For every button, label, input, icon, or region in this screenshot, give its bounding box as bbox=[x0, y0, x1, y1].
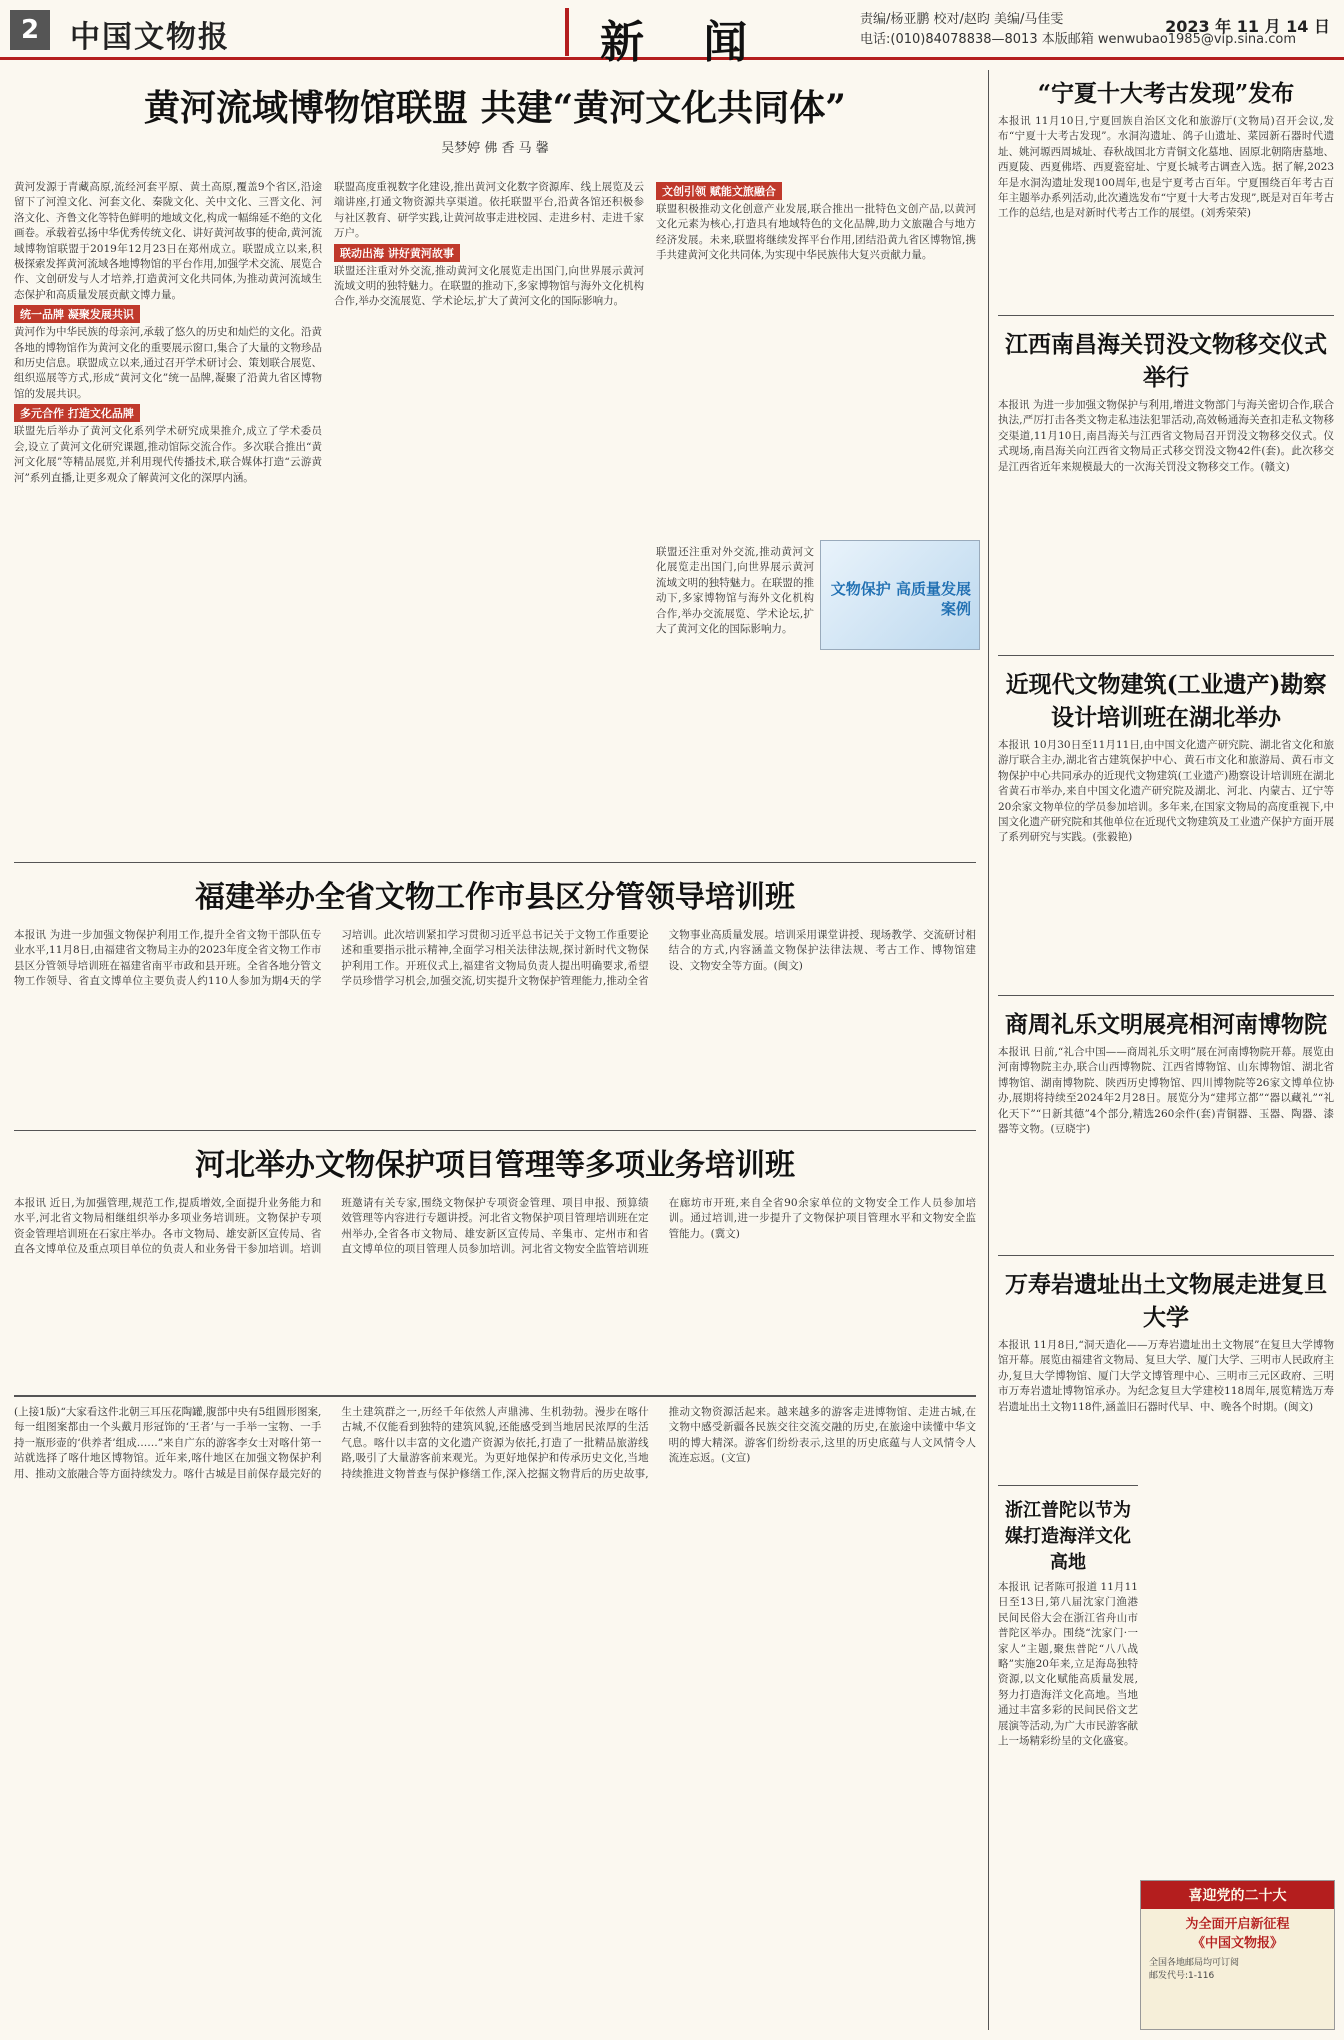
editors-line: 责编/杨亚鹏 校对/赵昀 美编/马佳雯 bbox=[860, 12, 1064, 27]
brief-text: 本报讯 10月30日至11月11日,由中国文化遗产研究院、湖北省文化和旅游厅联合主办,湖北省古建筑保护中心、黄石市文化和旅游局、黄石市文物保护中心共同承办的近现代文物建筑(工业遗产)勘察设计培训班在湖北省黄石市举办,来自中国文化遗产研究院及湖北、河北、内蒙古、辽宁等20余家文物单位的学员参加培训。多年来,在国家文物局的高度重视下,中国文化遗产研究院和其他单位在近现代文物建筑及工业遗产保护方面开展了系列研究与实践。(张毅艳) bbox=[998, 739, 1334, 844]
brief-title: “宁夏十大考古发现”发布 bbox=[1037, 80, 1295, 107]
subhead: 联动出海 讲好黄河故事 bbox=[334, 244, 460, 262]
lead-col-3 bbox=[656, 180, 976, 540]
brief-title: 江西南昌海关罚没文物移交仪式举行 bbox=[1005, 331, 1327, 391]
news-brief bbox=[998, 655, 1334, 985]
page-number: 2 bbox=[10, 10, 50, 50]
brief-title: 商周礼乐文明展亮相河南博物院 bbox=[1005, 1011, 1327, 1038]
brief-title: 浙江普陀以节为媒打造海洋文化高地 bbox=[1005, 1500, 1131, 1573]
brief-text: 本报讯 11月8日,“洞天造化——万寿岩遗址出土文物展”在复旦大学博物馆开幕。展览由福建省文物局、复旦大学、厦门大学、三明市人民政府主办,复旦大学博物馆、厦门大学文博管理中心、三明市三元区政府、三明市万寿岩遗址博物馆承办。为纪念复旦大学建校118周年,展览精选万寿岩遗址出土文物118件,涵盖旧石器时代早、中、晚各个时期。(闽文) bbox=[998, 1339, 1334, 1413]
news-brief bbox=[998, 1255, 1334, 1475]
news-brief bbox=[998, 995, 1334, 1245]
paragraph: 联盟还注重对外交流,推动黄河文化展览走出国门,向世界展示黄河流域文明的独特魅力。在联盟的推动下,多家博物馆与海外文化机构合作,举办交流展览、学术论坛,扩大了黄河文化的国际影响力。 bbox=[334, 264, 644, 308]
issue-date: 2023 年 11 月 14 日 bbox=[1165, 17, 1330, 36]
continued-article: (上接1版)“大家看这件北朝三耳压花陶罐,腹部中央有5组圆形图案,每一组图案都由一个头戴月形冠饰的‘王者’与一手举一宝物、一手持一瓶形壶的‘供养者’组成……”来自广东的游客李女士对喀什第一站就选择了喀什地区博物馆。近年来,喀什地区在加强文物保护利用、推动文旅融合等方面持续发力。喀什古城是目前保存最完好的生土建筑群之一,历经千年依然人声鼎沸、生机勃勃。漫步在喀什古城,不仅能看到独特的建筑风貌,还能感受到当地居民浓厚的生活气息。喀什以丰富的文化遗产资源为依托,打造了一批精品旅游线路,吸引了大量游客前来观光。为更好地保护和传承历史文化,当地持续推进文物普查与保护修缮工作,深入挖掘文物背后的历史故事,推动文物资源活起来。越来越多的游客走进博物馆、走进古城,在文物中感受新疆各民族交往交流交融的历史,在旅途中读懂中华文明的博大精深。游客们纷纷表示,这里的历史底蕴与人文风情令人流连忘返。(文宣) bbox=[14, 1406, 976, 1480]
brief-title: 万寿岩遗址出土文物展走进复旦大学 bbox=[1005, 1271, 1327, 1331]
divider bbox=[565, 8, 569, 56]
news-brief bbox=[998, 315, 1334, 645]
article-title: 福建举办全省文物工作市县区分管领导培训班 bbox=[195, 880, 795, 915]
article-text: 本报讯 为进一步加强文物保护利用工作,提升全省文物干部队伍专业水平,11月8日,由福建省文物局主办的2023年度全省文物工作市县区分管领导培训班在福建省南平市政和县开班。全省各地分管文物工作领导、省直文博单位主要负责人约110人参加为期4天的学习培训。此次培训紧扣学习贯彻习近平总书记关于文物工作重要论述和重要指示批示精神,全面学习相关法律法规,探讨新时代文物保护利用工作。开班仪式上,福建省文物局负责人提出明确要求,希望学员珍惜学习机会,加强交流,切实提升文物保护管理能力,推动全省文物事业高质量发展。培训采用课堂讲授、现场教学、交流研讨相结合的方式,内容涵盖文物保护法律法规、考古工作、博物馆建设、文物安全等方面。(闽文) bbox=[14, 929, 976, 988]
ad-body: 为全面开启新征程 《中国文物报》 bbox=[1185, 1917, 1290, 1951]
brief-text: 本报讯 11月10日,宁夏回族自治区文化和旅游厅(文物局)召开会议,发布“宁夏十大考古发现”。水洞沟遗址、鸽子山遗址、菜园新石器时代遗址、姚河塬西周城址、春秋战国北方青铜文化墓地、固原北朝隋唐墓地、西夏陵、西夏佛塔、西夏瓷窑址、宁夏长城考古调查入选。据了解,2023年是水洞沟遗址发现100周年,也是宁夏考古百年。宁夏围绕百年考古百年主题举办系列活动,此次遴选发布“宁夏十大考古发现”,既是对百年考古工作的总结,也是对新时代考古工作的展望。(刘秀荣荣) bbox=[998, 115, 1334, 220]
article-title: 河北举办文物保护项目管理等多项业务培训班 bbox=[195, 1148, 795, 1183]
lead-title: 黄河流域博物馆联盟 共建“黄河文化共同体” bbox=[144, 87, 846, 129]
lead-col-1 bbox=[14, 180, 322, 750]
fujian-article bbox=[14, 872, 976, 1158]
divider bbox=[14, 1130, 976, 1131]
subhead: 多元合作 打造文化品牌 bbox=[14, 404, 140, 422]
right-column bbox=[998, 75, 1334, 1765]
ad-footer: 全国各地邮局均可订阅 邮发代号:1-116 bbox=[1149, 1958, 1240, 1981]
lead-col-2 bbox=[334, 180, 644, 750]
subhead: 统一品牌 凝聚发展共识 bbox=[14, 305, 140, 323]
paragraph: 联盟还注重对外交流,推动黄河文化展览走出国门,向世界展示黄河流域文明的独特魅力。在联盟的推动下,多家博物馆与海外文化机构合作,举办交流展览、学术论坛,扩大了黄河文化的国际影响力。 bbox=[656, 546, 814, 636]
newspaper-logo: 中国文物报 bbox=[70, 20, 230, 55]
column-rule bbox=[988, 70, 989, 2030]
paragraph: 黄河作为中华民族的母亲河,承载了悠久的历史和灿烂的文化。沿黄各地的博物馆作为黄河文化的重要展示窗口,集合了大量的文物珍品和历史信息。联盟成立以来,通过召开学术研讨会、策划联合展览、组织巡展等方式,形成“黄河文化”统一品牌,凝聚了沿黄九省区博物馆的发展共识。 bbox=[14, 326, 322, 400]
section-title: 新 闻 bbox=[600, 17, 770, 68]
brief-title: 近现代文物建筑(工业遗产)勘察设计培训班在湖北举办 bbox=[1005, 671, 1327, 731]
lead-byline: 吴梦婷 佛 香 马 馨 bbox=[441, 141, 549, 156]
article-text: 本报讯 近日,为加强管理,规范工作,提质增效,全面提升业务能力和水平,河北省文物局相继组织举办多项业务培训班。文物保护专项资金管理培训班在石家庄举办。各市文物局、雄安新区宣传局、省直各文博单位及重点项目单位的负责人和业务骨干参加培训。培训班邀请有关专家,围绕文物保护专项资金管理、项目申报、预算绩效管理等内容进行专题讲授。河北省文物保护项目管理培训班在定州举办,全省各市文物局、雄安新区宣传局、辛集市、定州市和省直文博单位的项目管理人员参加培训。河北省文物安全监管培训班在廊坊市开班,来自全省90余家单位的文物安全工作人员参加培训。通过培训,进一步提升了文物保护项目管理水平和文物安全监管能力。(冀文) bbox=[14, 1197, 976, 1256]
image-caption: 文物保护 高质量发展案例 bbox=[830, 580, 971, 618]
divider bbox=[14, 1395, 976, 1397]
phone-line: 电话:(010)84078838—8013 本版邮箱 wenwubao1985@vip.sina.com bbox=[860, 32, 1297, 47]
lead-article bbox=[14, 70, 976, 156]
paragraph: 黄河发源于青藏高原,流经河套平原、黄土高原,覆盖9个省区,沿途留下了河湟文化、河套文化、秦陇文化、关中文化、三晋文化、河洛文化、齐鲁文化等特色鲜明的地域文化,构成一幅绵延不绝的文化画卷。承载着弘扬中华优秀传统文化、讲好黄河故事的使命,黄河流域博物馆联盟于2019年12月23日在郑州成立。联盟成立以来,积极探索发挥黄河流域各地博物馆的平台作用,加强学术交流、展览合作、文创研发与人才培养,打造黄河文化共同体,为推动黄河流域生态保护和高质量发展贡献文博力量。 bbox=[14, 181, 322, 301]
advertisement bbox=[1140, 1880, 1335, 2030]
brief-text: 本报讯 日前,“礼合中国——商周礼乐文明”展在河南博物院开幕。展览由河南博物院主办,联合山西博物院、江西省博物馆、山东博物馆、湖北省博物馆、湖南博物院、陕西历史博物馆、四川博物院等26家文博单位协办,展期将持续至2024年2月28日。展览分为“建邦立都”“器以藏礼”“礼化天下”“日新其德”4个部分,精选260余件(套)青铜器、玉器、陶器、漆器等文物。(豆晓宇) bbox=[998, 1046, 1334, 1136]
divider bbox=[14, 862, 976, 863]
ad-header: 喜迎党的二十大 bbox=[1141, 1881, 1334, 1909]
article-image bbox=[820, 540, 980, 650]
news-brief bbox=[998, 1485, 1138, 1765]
paragraph: 联盟先后举办了黄河文化系列学术研究成果推介,成立了学术委员会,设立了黄河文化研究课题,推动馆际交流合作。多次联合推出“黄河文化展”等精品展览,并利用现代传播技术,联合媒体打造“云游黄河”系列直播,让更多观众了解黄河文化的深厚内涵。 bbox=[14, 425, 322, 484]
paragraph: 联盟高度重视数字化建设,推出黄河文化数字资源库、线上展览及云端讲座,打通文物资源共享渠道。依托联盟平台,沿黄各馆还积极参与社区教育、研学实践,让黄河故事走进校园、走进乡村、走进千家万户。 bbox=[334, 181, 644, 240]
masthead bbox=[0, 0, 1344, 68]
subhead: 文创引领 赋能文旅融合 bbox=[656, 182, 782, 200]
news-brief bbox=[998, 75, 1334, 305]
hebei-article bbox=[14, 1140, 976, 1416]
brief-text: 本报讯 为进一步加强文物保护与利用,增进文物部门与海关密切合作,联合执法,严厉打击各类文物走私违法犯罪活动,高效畅通海关查扣走私文物移交渠道,11月10日,南昌海关与江西省文物局召开罚没文物移交仪式。仪式现场,南昌海关向江西省文物局正式移交罚没文物42件(套)。此次移交是江西省近年来规模最大的一次海关罚没文物移交工作。(赣文) bbox=[998, 399, 1334, 473]
lead-col-3b bbox=[656, 545, 814, 745]
paragraph: 联盟积极推动文化创意产业发展,联合推出一批特色文创产品,以黄河文化元素为核心,打造具有地域特色的文化品牌,助力文旅融合与地方经济发展。未来,联盟将继续发挥平台作用,团结沿黄九省区博物馆,携手共建黄河文化共同体,为实现中华民族伟大复兴贡献力量。 bbox=[656, 203, 976, 262]
brief-text: 本报讯 记者陈可报道 11月11日至13日,第八届沈家门渔港民间民俗大会在浙江省舟山市普陀区举办。围绕“沈家门·一家人”主题,聚焦普陀“八八战略”实施20年来,立足海岛独特资源,以文化赋能高质量发展,努力打造海洋文化高地。当地通过丰富多彩的民间民俗文艺展演等活动,为广大市民游客献上一场精彩纷呈的文化盛宴。 bbox=[998, 1581, 1138, 1748]
